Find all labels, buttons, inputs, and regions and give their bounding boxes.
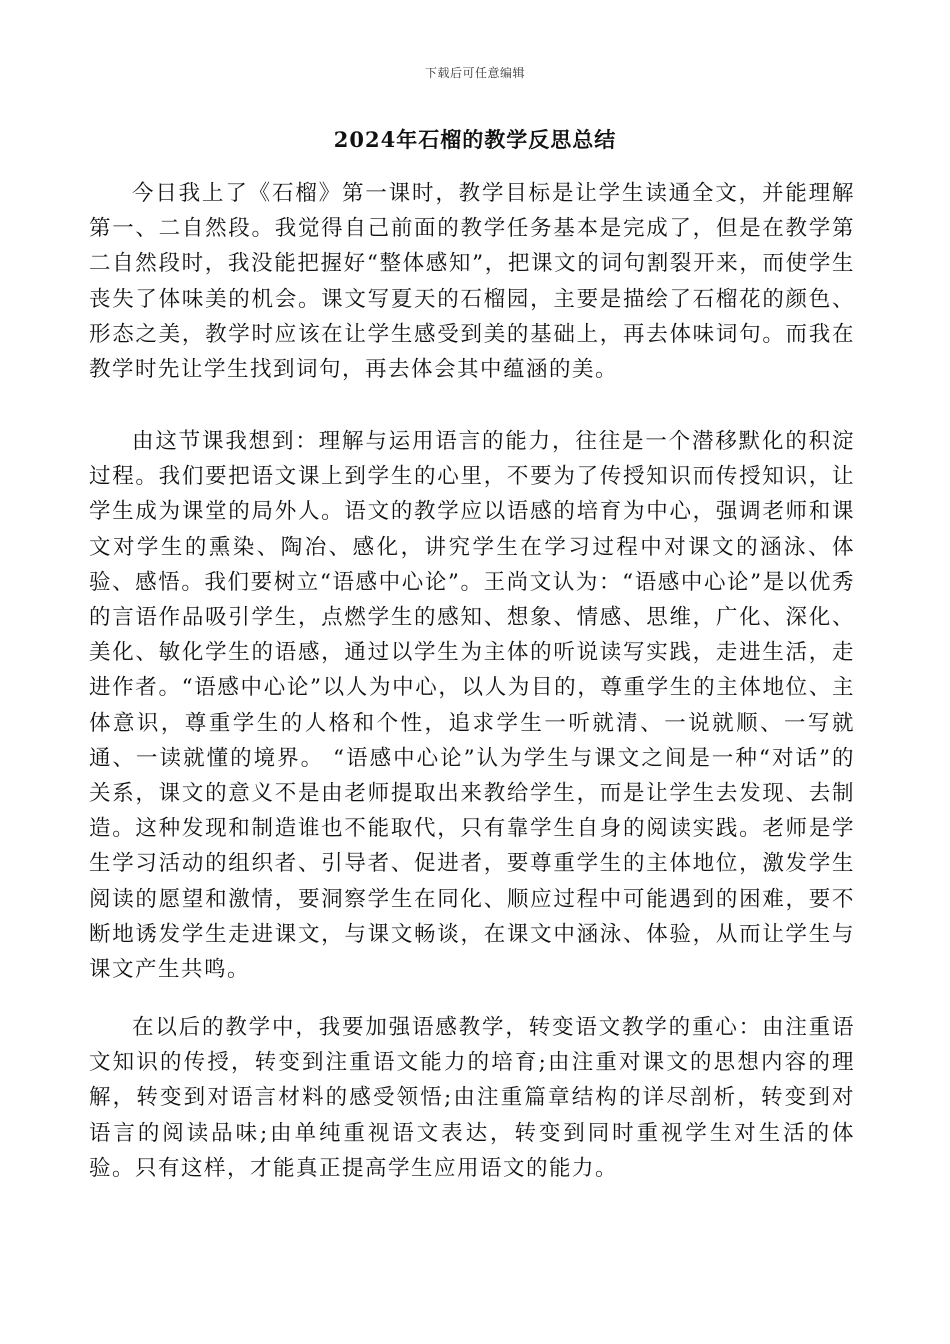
document-title: 2024年石榴的教学反思总结 [333, 127, 617, 152]
paragraph-2: 由这节课我想到：理解与运用语言的能力，往往是一个潜移默化的积淀过程。我们要把语文课上到学生的心里，不要为了传授知识而传授知识，让学生成为课堂的局外人。语文的教学应以语感的培育为中心，强调老师和课文对学生的熏染、陶冶、感化，讲究学生在学习过程中对课文的涵泳、体验、感悟。我们要树立“语感中心论”。王尚文认为：“语感中心论”是以优秀的言语作品吸引学生，点燃学生的感知、想象、情感、思维，广化、深化、美化、敏化学生的语感，通过以学生为主体的听说读写实践，走进生活，走进作者。“语感中心论”以人为中心，以人为目的，尊重学生的主体地位、主体意识，尊重学生的人格和个性，追求学生一听就清、一说就顺、一写就通、一读就懂的境界。 “语感中心论”认为学生与课文之间是一种“对话”的关系，课文的意义不是由老师提取出来教给学生，而是让学生去发现、去制造。这种发现和制造谁也不能取代，只有靠学生自身的阅读实践。老师是学生学习活动的组织者、引导者、促进者，要尊重学生的主体地位，激发学生阅读的愿望和激情，要洞察学生在同化、顺应过程中可能遇到的困难，要不断地诱发学生走进课文，与课文畅谈，在课文中涵泳、体验，从而让学生与课文产生共鸣。 [89, 429, 855, 983]
paragraph-1: 今日我上了《石榴》第一课时，教学目标是让学生读通全文，并能理解第一、二自然段。我觉得自己前面的教学任务基本是完成了，但是在教学第二自然段时，我没能把握好“整体感知”，把课文的词句割裂开来，而使学生丧失了体味美的机会。课文写夏天的石榴园，主要是描绘了石榴花的颜色、形态之美，教学时应该在让学生感受到美的基础上，再去体味词句。而我在教学时先让学生找到词句，再去体会其中蕴涵的美。 [89, 181, 855, 383]
header-note: 下载后可任意编辑 [424, 66, 525, 80]
paragraph-3: 在以后的教学中，我要加强语感教学，转变语文教学的重心：由注重语文知识的传授，转变到注重语文能力的培育;由注重对课文的思想内容的理解，转变到对语言材料的感受领悟;由注重篇章结构的详尽剖析，转变到对语言的阅读品味;由单纯重视语文表达，转变到同时重视学生对生活的体验。只有这样，才能真正提高学生应用语文的能力。 [89, 1015, 855, 1181]
